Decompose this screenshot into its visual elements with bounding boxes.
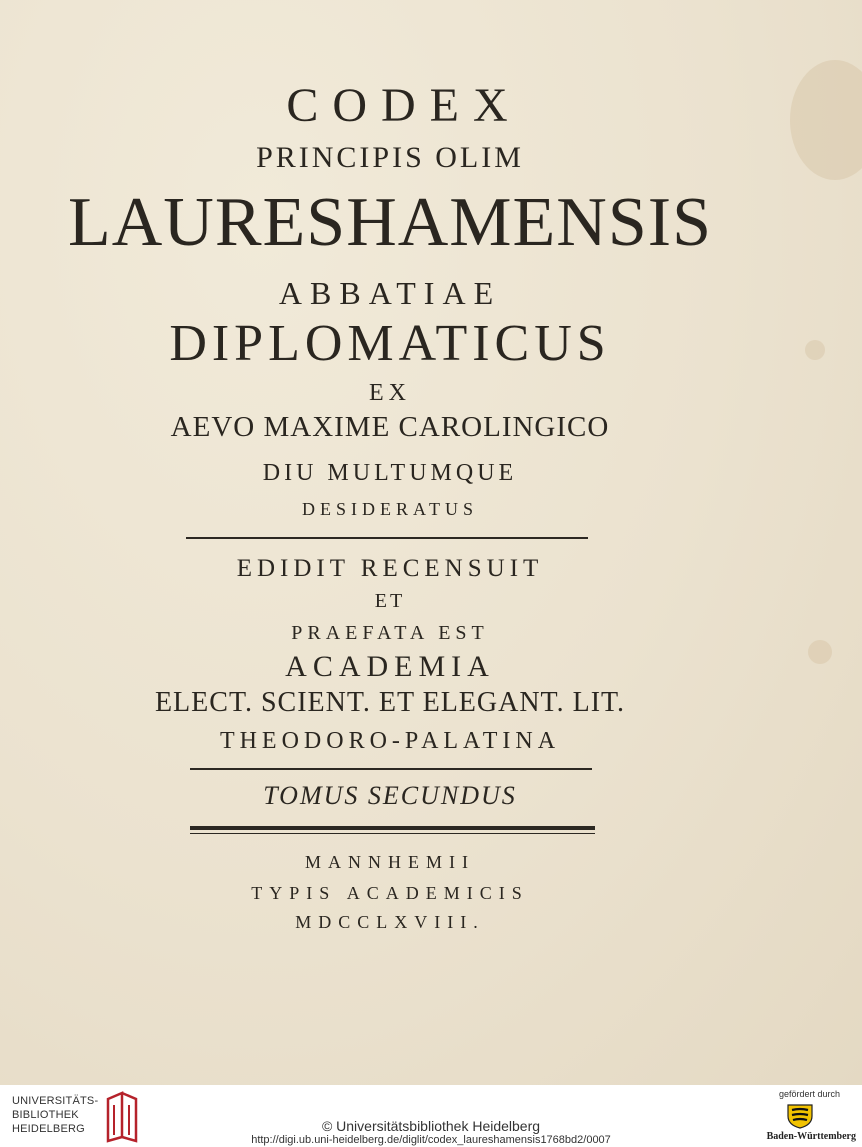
title-diu-multumque: DIU MULTUMQUE: [262, 460, 518, 486]
double-rule-thin: [190, 833, 595, 834]
library-name-line: UNIVERSITÄTS-: [12, 1095, 99, 1107]
double-rule-thick: [190, 826, 595, 830]
paper-stain: [808, 640, 832, 664]
funded-by-label: gefördert durch: [778, 1089, 840, 1099]
title-principis-olim: PRINCIPIS OLIM: [256, 141, 524, 174]
theodoro-palatina: THEODORO-PALATINA: [219, 728, 561, 754]
divider-rule: [186, 537, 588, 539]
title-abbatiae: ABBATIAE: [278, 275, 502, 311]
library-name-line: HEIDELBERG: [12, 1123, 85, 1135]
paper-stain: [790, 60, 862, 180]
title-ex: EX: [369, 380, 411, 406]
library-name-line: BIBLIOTHEK: [12, 1109, 79, 1121]
paper-stain: [805, 340, 825, 360]
funder-name: Baden-Württemberg: [766, 1131, 856, 1142]
imprint-year: MDCCLXVIII.: [295, 912, 485, 932]
tomus-secundus: TOMUS SECUNDUS: [263, 781, 517, 810]
title-laureshamensis: LAURESHAMENSIS: [67, 184, 713, 261]
title-codex: CODEX: [286, 79, 522, 132]
praefata-est: PRAEFATA EST: [291, 622, 489, 644]
title-diplomaticus: DIPLOMATICUS: [169, 315, 611, 372]
permalink-url[interactable]: http://digi.ub.uni-heidelberg.de/diglit/codex_laureshamensis1768bd2/0007: [251, 1134, 611, 1146]
copyright-notice: © Universitätsbibliothek Heidelberg: [321, 1118, 541, 1134]
imprint-mannhemii: MANNHEMII: [305, 852, 475, 872]
title-aevo-maxime: AEVO MAXIME CAROLINGICO: [170, 411, 610, 443]
baden-wuerttemberg-coat-of-arms-icon: [783, 1101, 817, 1129]
divider-rule: [190, 768, 592, 770]
title-desideratus: DESIDERATUS: [301, 499, 478, 519]
academia: ACADEMIA: [285, 650, 495, 683]
et: ET: [374, 590, 406, 612]
edidit-recensuit: EDIDIT RECENSUIT: [236, 555, 544, 582]
imprint-typis-academicis: TYPIS ACADEMICIS: [251, 883, 529, 903]
elect-scient: ELECT. SCIENT. ET ELEGANT. LIT.: [154, 687, 626, 718]
